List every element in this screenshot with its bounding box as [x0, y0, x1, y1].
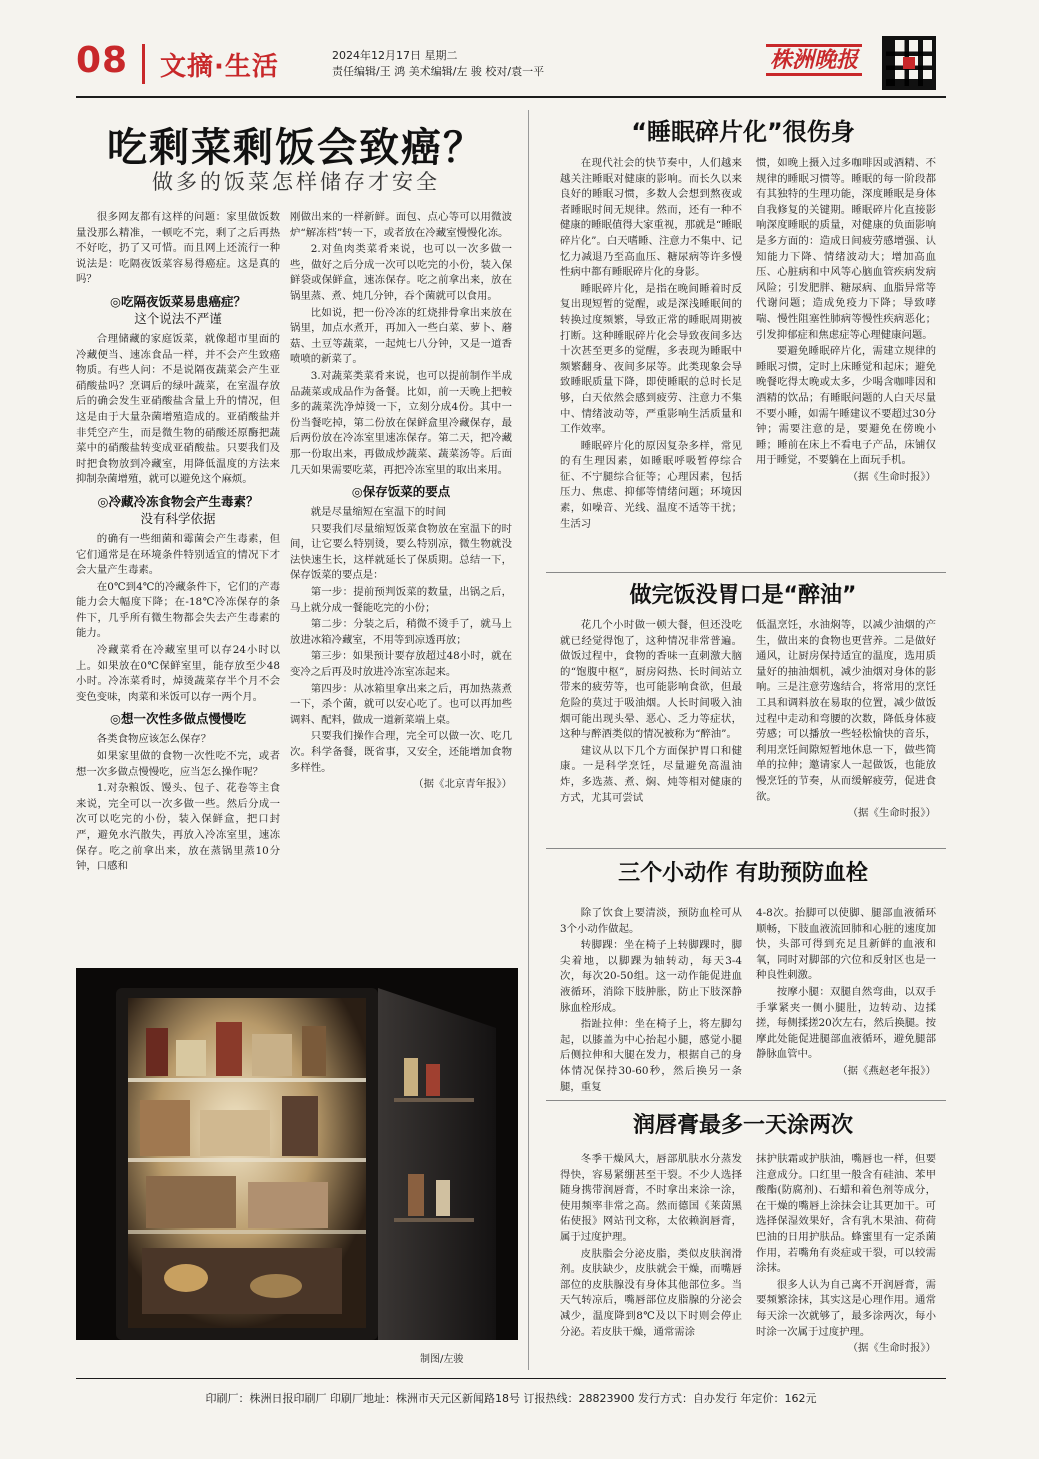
article-source: （据《生命时报》）	[847, 807, 936, 820]
article-paragraph: 比如说，把一份冷冻的红烧排骨拿出来放在锅里，加点水煮开，再加入一些白菜、萝卜、蘑菇、土豆等蔬菜，一起炖七八分钟，又是一道香喷喷的新菜了。	[290, 306, 512, 366]
article-paragraph: 抹护肤霜或护肤油，嘴唇也一样，但要注意成分。口红里一般含有硅油、苯甲酸酯(防腐剂)、石蜡和着色剂等成分，在干燥的嘴唇上涂抹会让其更加干。可选择保湿效果好，含有乳木果油、荷荷巴油的日用护肤品。蜂蜜里有一定杀菌作用，若嘴角有炎症或干裂，可以较需涂抹。	[756, 1153, 936, 1275]
article-paragraph: 冬季干燥风大，唇部肌肤水分蒸发得快，容易紧绷甚至干裂。不少人选择随身携带润唇膏，不时拿出来涂一涂，使用频率非常之高。然而德国《莱茵黑佑使报》网站刊文称，太依赖润唇膏，属于过度护理。	[560, 1153, 742, 1243]
article-paragraph: 合理储藏的家庭饭菜，就像超市里面的冷藏便当、速冻食品一样，并不会产生致癌物质。有些人问：不是说隔夜蔬菜会产生亚硝酸盐吗？烹调后的绿叶蔬菜，在室温存放后的确会发生亚硝酸盐含量上升的情况，但这是由于大量杂菌增殖造成的。亚硝酸盐并非凭空产生，而是微生物的硝酸还原酶把蔬菜中的硝酸盐转变成亚硝酸盐。只要我们及时把食物放到冷藏室，用降低温度的方法来抑制杂菌增殖，就可以避免这个麻烦。	[76, 332, 280, 486]
article-paragraph: 很多网友都有这样的问题：家里做饭数量没那么精准，一顿吃不完，剩了之后再热不好吃，扔了又可惜。而且网上还流行一种说法是：吃隔夜饭菜容易得癌症。这是真的吗？	[76, 211, 280, 286]
photo-credit: 制图/左骏	[420, 1354, 464, 1365]
article-column	[756, 906, 936, 1081]
article-column	[756, 618, 936, 823]
article-paragraph: 建议从以下几个方面保护胃口和健康。一是科学烹饪，尽量避免高温油炸，多选蒸、煮、焖、炖等相对健康的方式，尤其可尝试	[560, 744, 742, 804]
subhead-line: ◎吃隔夜饭菜易患癌症？	[110, 293, 246, 309]
article-paragraph: 刚做出来的一样新鲜。面包、点心等可以用微波炉“解冻档”转一下，或者放在冷藏室慢慢化冻。	[290, 211, 512, 239]
footer-rule	[76, 1378, 946, 1379]
column-rule	[528, 110, 529, 1370]
article-paragraph: 在现代社会的快节奏中，人们越来越关注睡眠对健康的影响。而长久以来良好的睡眠习惯，多数人会想到熬夜或者睡眠时间无规律。然而，还有一种不健康的睡眠值得大家重视，那就是“睡眠碎片化”。白天嗜睡、注意力不集中、记忆力减退乃至高血压、糖尿病等许多慢性病中都有睡眠碎片化的身影。	[560, 157, 742, 279]
article-paragraph: 的确有一些细菌和霉菌会产生毒素，但它们通常是在环境条件特别适宜的情况下才会大量产生毒素。	[76, 532, 280, 577]
header-rule	[76, 96, 946, 98]
article-paragraph: 3.对蔬菜类菜肴来说，也可以提前制作半成品蔬菜或成品作为备餐。比如，前一天晚上把較多的蔬菜洗净焯烫一下，立刻分成4份。其中一份当餐吃掉，第二份放在保鲜盒里冷藏保存，最后两份放在冷冻室里速冻保存。第二天，把冷藏那一份取出来，再做成炒蔬菜、蔬菜汤等。后面几天如果需要吃菜，再把冷冻室里的取出来用。	[290, 369, 512, 476]
article-column-2	[290, 210, 512, 794]
article-paragraph: 皮肤脂会分泌皮脂，类似皮肤润滑剂。皮肤缺少，皮肤就会干燥，而嘴唇部位的皮肤腺没有身体其他部位多。当天气转凉后，嘴唇部位皮脂腺的分泌会减少，温度降到8℃及以下时则会停止分泌。若皮肤干燥，通常需涂	[560, 1247, 742, 1338]
qr-code-icon[interactable]	[882, 36, 936, 90]
article-column	[560, 618, 742, 807]
article-subhead	[76, 493, 280, 527]
article-paragraph: 如果家里做的食物一次性吃不完，或者想一次多做点慢慢吃，应当怎么操作呢？	[76, 750, 280, 778]
article-paragraph: 除了饮食上要清淡，预防血栓可从3个小动作做起。	[560, 907, 742, 935]
article-column	[560, 156, 742, 533]
article-source: （据《燕赵老年报》）	[837, 1064, 936, 1077]
article-paragraph: 按摩小腿：双腿自然弯曲，以双手手掌紧夹一侧小腿肚，边转动、边揉搓，每侧揉搓20次左右，然后换腿。按摩此处能促进腿部血液循环，避免腿部静脉血管中。	[756, 985, 936, 1061]
subhead-line: ◎保存饭菜的要点	[351, 484, 451, 500]
article-paragraph: 转脚踝：坐在椅子上转脚踝时，脚尖着地，以脚踝为轴转动，每天3-4次，每次20-50组。这一动作能促进血液循环，消除下肢肿胀，防止下肢深静脉血栓形成。	[560, 939, 742, 1014]
article-paragraph: 4-8次。抬脚可以使脚、腿部血液循环顺畅，下肢血液流回肺和心脏的速度加快，头部可得到充足且新鲜的血液和氧，同时对脚部的穴位和反射区也是一种良性刺激。	[756, 907, 936, 982]
article-subhead	[290, 483, 512, 500]
article-divider	[546, 848, 946, 849]
article-paragraph: 就是尽量缩短在室温下的时间	[310, 506, 446, 519]
article-title: 做完饭没胃口是“醉油”	[629, 583, 857, 608]
article-column-1	[76, 210, 280, 876]
article-paragraph: 冷藏菜肴在冷藏室里可以存24小时以上。如果放在0℃保鲜室里，能存放至少48小时。冷冻菜肴时，焯烫蔬菜存半个月不会变色变味，肉菜和米饭可以存一两个月。	[76, 644, 280, 703]
article-divider	[546, 1100, 946, 1101]
article-divider	[546, 572, 946, 573]
section-name: 文摘·生活	[160, 52, 279, 82]
article-paragraph: 要避免睡眠碎片化，需建立规律的睡眠习惯，定时上床睡觉和起床；避免晚餐吃得太晚或太多，少喝含咖啡因和酒精的饮品；有睡眠问题的人白天尽量不要小睡，如需午睡建议不要超过30分钟；需要注意的是，要避免在傍晚小睡；睡前在床上不看电子产品，床铺仅用于睡觉，不要躺在上面玩手机。	[756, 345, 936, 467]
page-number: 08	[76, 40, 129, 81]
article-source: （据《北京青年报》）	[413, 778, 512, 791]
article-source: （据《生命时报》）	[847, 1342, 936, 1355]
article-paragraph: 低温烹饪，水油焖等，以减少油烟的产生，做出来的食物也更营养。二是做好通风，让厨房保持适宜的温度，选用质量好的抽油烟机，减少油烟对身体的影响。三是注意劳逸结合，将常用的烹饪工具和调料放在易取的位置，减少做饭过程中走动和弯腰的次数，降低身体疲劳感；可以播放一些轻松愉快的音乐，利用烹饪间隙短暂地休息一下，做些简单的拉伸；邀请家人一起做饭，也能放慢烹饪的节奏，从而缓解疲劳，促进食欲。	[756, 619, 936, 803]
fridge-illustration	[76, 968, 518, 1340]
fridge-image	[76, 968, 518, 1340]
article-paragraph: 2.对鱼肉类菜肴来说，也可以一次多做一些，做好之后分成一次可以吃完的小份，装入保鲜袋或保鲜盒，速冻保存。吃之前拿出来，放在锅里蒸、煮、炖几分钟，吞个菌就可以食用。	[290, 243, 512, 302]
article-paragraph: 在0℃到4℃的冷藏条件下，它们的产毒能力会大幅度下降；在-18℃冷冻保存的条件下，几乎所有微生物都会失去产生毒素的能力。	[76, 580, 280, 640]
article-paragraph: 惯，如晚上摄入过多咖啡因或酒精、不规律的睡眠习惯等。睡眠的每一阶段都有其独特的生理功能，深度睡眠是身体自我修复的关键期。睡眠碎片化直接影响深度睡眠的质量，对健康的负面影响是多方面的：造成日间疲劳感增强、认知能力下降、情绪波动大；增加高血压、心脏病和中风等心脑血管疾病发病风险；引发肥胖、糖尿病、血脂异常等代谢问题；造成免疫力下降；导致哮喘、慢性阻塞性肺病等慢性疾病恶化；引发抑郁症和焦虑症等心理健康问题。	[756, 157, 936, 341]
article-paragraph: 第四步：从冰箱里拿出来之后，再加热蒸煮一下，杀个菌，就可以安心吃了。也可以再加些调料、配料，做成一道新菜端上桌。	[290, 682, 512, 726]
article-subhead	[76, 293, 280, 327]
issue-date: 2024年12月17日 星期二	[332, 49, 458, 62]
article-paragraph: 花几个小时做一顿大餐，但还没吃就已经觉得饱了，这种情况非常普遍。做饭过程中，食物的香味一直刺激大脑的“饱腹中枢”，厨房闷热、长时间站立带来的疲劳等，也可能影响食欲，但最危险的莫过于吸油烟。人长时间吸入油烟可能出现头晕、恶心、乏力等症状，这种与醉酒类似的情况被称为“醉油”。	[560, 619, 742, 741]
article-paragraph: 只要我们操作合理，完全可以做一次、吃几次。科学备餐，既省事，又安全，还能增加食物多样性。	[290, 730, 512, 774]
article-paragraph: 第二步：分装之后，稍微不烫手了，就马上放进冰箱冷藏室，不用等到凉透再放；	[290, 618, 512, 646]
article-paragraph: 各类食物应该怎么保存？	[96, 733, 212, 746]
article-paragraph: 只要我们尽量缩短饭菜食物放在室温下的时间，让它要么特别烫，要么特别凉，微生物就没法快速生长，这样就延长了保质期。总结一下，保存饭菜的要点是：	[290, 522, 512, 582]
article-paragraph: 很多人认为自己离不开润唇膏，需要频繁涂抹，其实这是心理作用。通常每天涂一次就够了，最多涂两次，每小时涂一次属于过度护理。	[756, 1278, 936, 1338]
subhead-line: 这个说法不严谨	[134, 310, 222, 326]
article-column	[560, 1152, 742, 1341]
subhead-line: ◎冷藏冷冻食物会产生毒素？	[97, 493, 259, 509]
article-paragraph: 第三步：如果预计要存放超过48小时，就在变冷之后再及时放进冷冻室冻起来。	[290, 650, 512, 679]
article-subtitle: 做多的饭菜怎样储存才安全	[152, 170, 440, 194]
article-title: 吃剩菜剩饭会致癌？	[107, 125, 485, 171]
article-title: “睡眠碎片化”很伤身	[631, 118, 855, 146]
article-paragraph: 睡眠碎片化，是指在晚间睡着时反复出现短暂的觉醒，或是深浅睡眠间的转换过度频繁，导致正常的睡眠周期被打断。这种睡眠碎片化会导致夜间多达十次甚至更多的觉醒，多表现为睡眠中频繁翻身、夜间多尿等。此类现象会导致睡眠质量下降，即使睡眠的总时长足够，白天依然会感到疲劳、注意力不集中、情绪波动等，严重影响生活质量和工作效率。	[560, 282, 742, 436]
article-column	[756, 1152, 936, 1358]
article-title: 三个小动作 有助预防血栓	[618, 861, 868, 886]
header-meta	[332, 48, 544, 80]
newspaper-logo: 株洲晚报	[766, 44, 862, 76]
article-paragraph: 第一步：提前预判饭菜的数量，出锅之后，马上就分成一餐能吃完的小份；	[290, 586, 512, 614]
subhead-line: 没有科学依据	[140, 510, 216, 526]
article-paragraph: 指趾拉伸：坐在椅子上，将左脚勾起，以膝盖为中心抬起小腿，感觉小腿后侧拉伸和大腿在发力，根据自己的身体情况保持30-60秒，然后换另一条腿，重复	[560, 1018, 742, 1093]
article-title: 润唇膏最多一天涂两次	[632, 1113, 853, 1138]
article-column	[560, 906, 742, 1096]
page-header	[76, 34, 946, 94]
page-footer: 印刷厂：株洲日报印刷厂 印刷厂地址：株洲市天元区新闻路18号 订报热线：28823900 发行方式：自办发行 年定价：162元	[205, 1392, 817, 1405]
editors-line: 责任编辑/王 鸿 美术编辑/左 骏 校对/袁一平	[332, 65, 545, 78]
article-subhead	[76, 710, 280, 727]
article-paragraph: 睡眠碎片化的原因复杂多样，常见的有生理因素，如睡眠呼吸暂停综合征、不宁腿综合征等；心理因素，包括压力、焦虑、抑郁等情绪问题；环境因素，如噪音、光线、温度不适等干扰；生活习	[560, 439, 742, 530]
article-source: （据《生命时报》）	[847, 470, 936, 483]
subhead-line: ◎想一次性多做点慢慢吃	[110, 711, 246, 727]
article-paragraph: 1.对杂粮饭、馒头、包子、花卷等主食来说，完全可以一次多做一些。然后分成一次可以吃完的小份，装入保鲜盒，把口封严，避免水汽散失，再放入冷冻室里，速冻保存。吃之前拿出来，放在蒸锅里蒸10分钟，口感和	[76, 782, 280, 873]
header-divider	[142, 44, 145, 84]
article-column	[756, 156, 936, 486]
